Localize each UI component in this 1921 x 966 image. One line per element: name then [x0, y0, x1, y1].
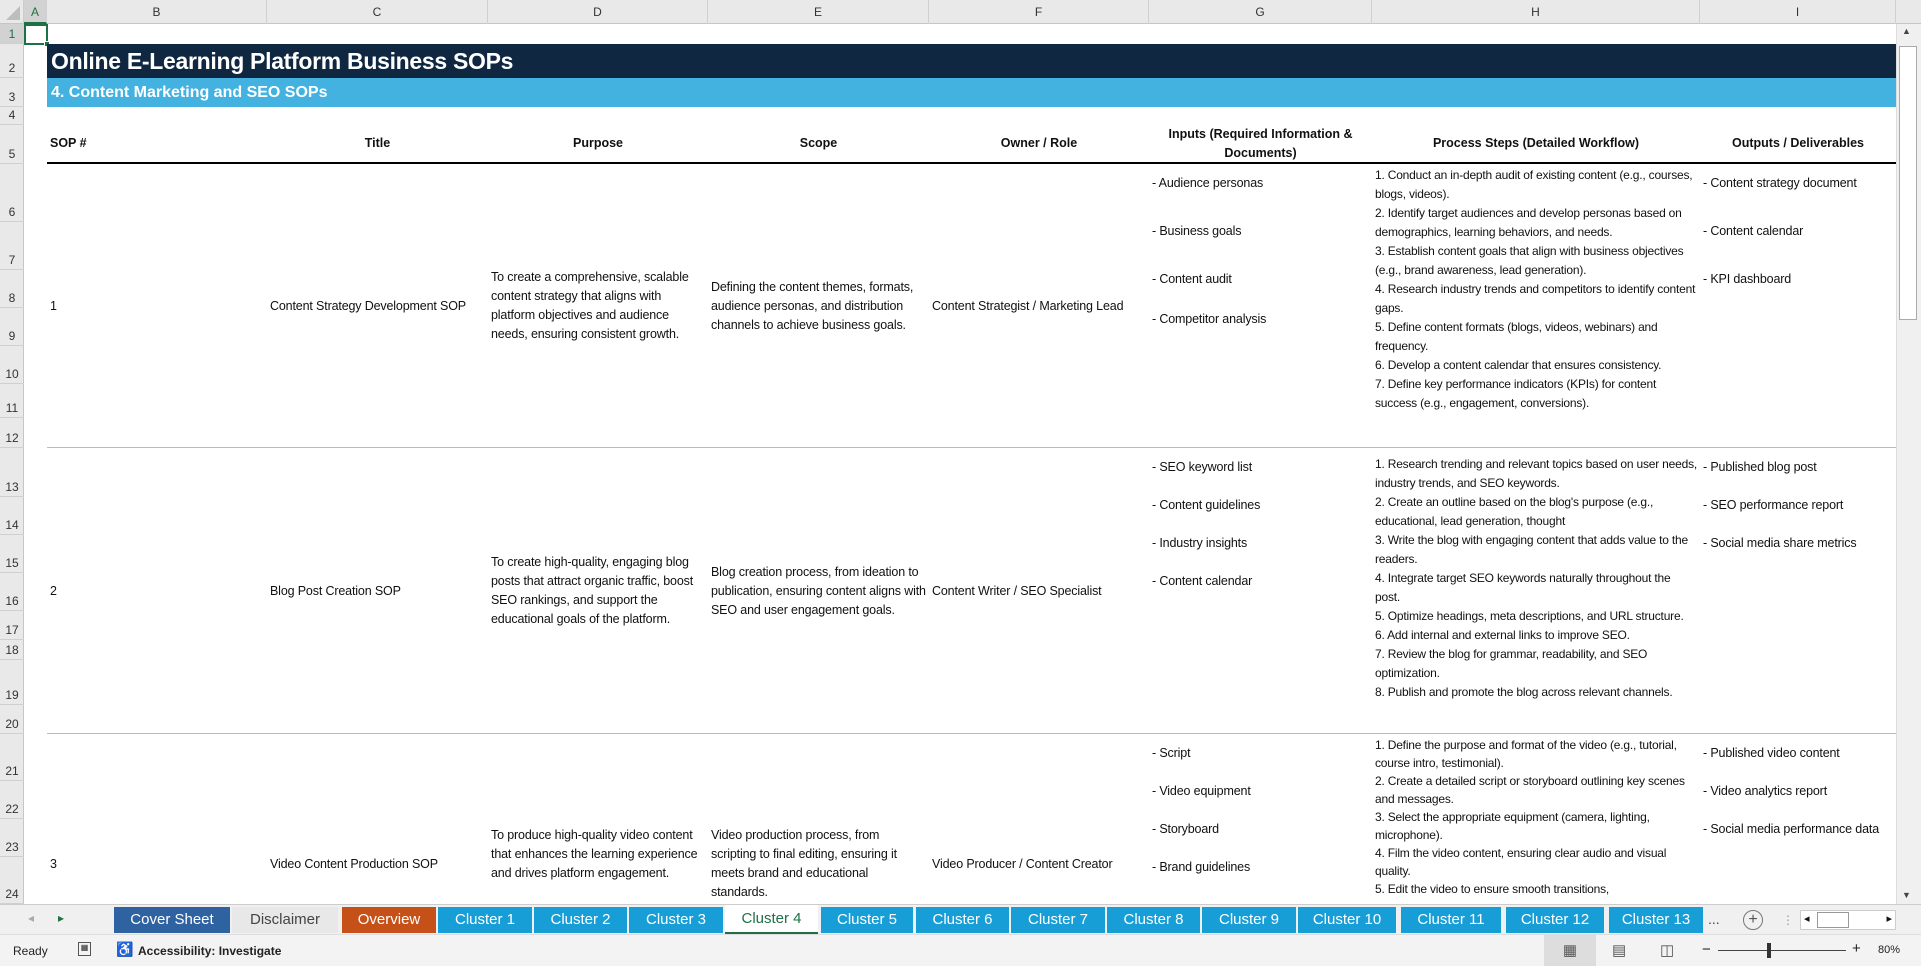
column-header-d[interactable]: D — [488, 0, 708, 24]
output-item: - Content calendar — [1703, 224, 1804, 238]
sop-scope[interactable]: Video production process, from scripting to final editing, ensuring it meets brand and educational standards. — [711, 828, 897, 899]
process-step: 3. Select the appropriate equipment (camera, lighting, microphone). — [1375, 810, 1650, 842]
sop-outputs[interactable] — [1700, 164, 1896, 448]
output-item: - KPI dashboard — [1703, 272, 1792, 286]
page-layout-view-button[interactable]: ▤ — [1612, 942, 1627, 959]
input-item: - Brand guidelines — [1152, 860, 1251, 874]
column-header-i[interactable]: I — [1700, 0, 1896, 24]
process-step: 6. Add internal and external links to improve SEO. — [1375, 628, 1630, 642]
sop-row — [47, 448, 1896, 734]
process-step: 5. Define content formats (blogs, videos, webinars) and frequency. — [1375, 320, 1658, 353]
sop-inputs[interactable] — [1149, 734, 1372, 904]
row-header-bar — [0, 24, 24, 904]
sop-purpose[interactable]: To create high-quality, engaging blog posts that attract organic traffic, boost SEO rankings, and support the educational goals of the platform. — [491, 555, 694, 626]
process-step: 1. Research trending and relevant topics based on user needs, industry trends, and SEO keywords. — [1375, 457, 1698, 490]
row-header-5[interactable]: 5 — [0, 125, 24, 164]
column-header-c[interactable]: C — [267, 0, 488, 24]
output-item: - SEO performance report — [1703, 498, 1844, 512]
tab-scroll-right-icon[interactable]: ▸ — [58, 911, 65, 925]
column-header-h[interactable]: H — [1372, 0, 1700, 24]
input-item: - Video equipment — [1152, 784, 1251, 798]
tab-scroll-left-icon[interactable]: ◂ — [28, 911, 35, 925]
row-header-20[interactable]: 20 — [0, 705, 24, 734]
row-header-8[interactable]: 8 — [0, 270, 24, 308]
input-item: - Business goals — [1152, 224, 1242, 238]
input-item: - SEO keyword list — [1152, 460, 1253, 474]
sheet-tab-cover-sheet[interactable]: Cover Sheet — [114, 907, 230, 933]
row-header-24[interactable]: 24 — [0, 857, 24, 904]
column-header-a[interactable]: A — [24, 0, 47, 24]
header-cell: Owner / Role — [1000, 136, 1078, 150]
column-header-g[interactable]: G — [1149, 0, 1372, 24]
row-header-2[interactable]: 2 — [0, 44, 24, 78]
sheet-title: Online E-Learning Platform Business SOPs — [47, 44, 1896, 78]
input-item: - Content audit — [1152, 272, 1232, 286]
sheet-tab-cluster-1[interactable]: Cluster 1 — [438, 907, 532, 933]
sop-number[interactable]: 2 — [50, 583, 57, 598]
output-item: - Content strategy document — [1703, 176, 1857, 190]
sheet-tab-cluster-8[interactable]: Cluster 8 — [1107, 907, 1200, 933]
output-item: - Published blog post — [1703, 460, 1817, 474]
add-sheet-icon[interactable]: + — [1743, 910, 1763, 930]
sop-row — [47, 164, 1896, 448]
column-header-f[interactable]: F — [929, 0, 1149, 24]
process-step: 5. Edit the video to ensure smooth transitions, — [1375, 882, 1610, 896]
sop-owner[interactable]: Content Strategist / Marketing Lead — [932, 298, 1124, 313]
row-header-11[interactable]: 11 — [0, 384, 24, 418]
process-step: 7. Review the blog for grammar, readability, and SEO optimization. — [1375, 647, 1648, 680]
normal-view-button[interactable]: ▦ — [1544, 935, 1596, 966]
tab-splitter-handle[interactable]: ⋮ — [1782, 913, 1794, 927]
input-item: - Script — [1152, 746, 1191, 760]
zoom-level[interactable]: 80% — [1878, 944, 1901, 956]
sheet-tab-cluster-2[interactable]: Cluster 2 — [534, 907, 627, 933]
status-ready: Ready — [13, 944, 48, 958]
sop-outputs[interactable] — [1700, 448, 1896, 734]
input-item: - Competitor analysis — [1152, 312, 1267, 326]
zoom-in-button[interactable]: + — [1852, 940, 1861, 957]
row-header-12[interactable]: 12 — [0, 418, 24, 448]
header-cell: Process Steps (Detailed Workflow) — [1432, 136, 1640, 150]
output-item: - Social media share metrics — [1703, 536, 1857, 550]
sheet-tab-cluster-12[interactable]: Cluster 12 — [1506, 907, 1604, 933]
sop-title[interactable]: Content Strategy Development SOP — [270, 298, 466, 313]
process-step: 2. Create an outline based on the blog's purpose (e.g., educational, lead generation, thought — [1375, 495, 1654, 528]
sop-inputs[interactable] — [1149, 164, 1372, 448]
zoom-out-button[interactable]: − — [1702, 941, 1711, 958]
macro-recorder-icon[interactable]: ▦ — [78, 942, 91, 956]
table-header-row — [47, 125, 1896, 164]
header-cell: Inputs (Required Information & Documents) — [1168, 126, 1353, 160]
header-cell: Purpose — [572, 136, 623, 150]
selected-cell-a1[interactable] — [24, 24, 48, 45]
vertical-scroll-thumb[interactable] — [1899, 46, 1917, 320]
status-bar — [0, 934, 1921, 966]
sheet-tab-cluster-11[interactable]: Cluster 11 — [1401, 907, 1501, 933]
sheet-tab-cluster-3[interactable]: Cluster 3 — [629, 907, 723, 933]
process-step: 2. Create a detailed script or storyboard outlining key scenes and messages. — [1375, 774, 1685, 806]
process-step: 3. Establish content goals that align with business objectives (e.g., brand awareness, lead generation). — [1375, 244, 1684, 277]
accessibility-status[interactable]: Accessibility: Investigate — [138, 944, 282, 958]
process-step: 8. Publish and promote the blog across relevant channels. — [1375, 685, 1673, 699]
scroll-down-arrow-icon[interactable]: ▼ — [1902, 890, 1911, 900]
hscroll-left-icon[interactable]: ◂ — [1804, 913, 1810, 925]
hscroll-thumb[interactable] — [1817, 912, 1849, 928]
horizontal-scrollbar[interactable] — [1800, 910, 1896, 930]
row-header-16[interactable]: 16 — [0, 573, 24, 611]
sheet-subtitle: 4. Content Marketing and SEO SOPs — [47, 78, 1896, 107]
output-item: - Video analytics report — [1703, 784, 1828, 798]
process-step: 3. Write the blog with engaging content that adds value to the readers. — [1375, 533, 1688, 566]
sheet-tab-cluster-6[interactable]: Cluster 6 — [916, 907, 1009, 933]
column-header-bar — [0, 0, 1921, 24]
sop-outputs[interactable] — [1700, 734, 1896, 904]
header-cell: Scope — [799, 136, 838, 150]
row-header-17[interactable]: 17 — [0, 611, 24, 640]
row-header-14[interactable]: 14 — [0, 497, 24, 535]
sop-process-steps[interactable] — [1372, 736, 1700, 898]
process-step: 4. Film the video content, ensuring clear audio and visual quality. — [1375, 846, 1667, 878]
process-step: 6. Develop a content calendar that ensures consistency. — [1375, 358, 1662, 372]
process-step: 4. Integrate target SEO keywords naturally throughout the post. — [1375, 571, 1671, 604]
output-item: - Social media performance data — [1703, 822, 1879, 836]
row-header-18[interactable]: 18 — [0, 640, 24, 660]
row-header-21[interactable]: 21 — [0, 734, 24, 781]
sop-number[interactable]: 3 — [50, 857, 57, 871]
sheet-tab-cluster-13[interactable]: Cluster 13 — [1609, 907, 1703, 933]
sop-inputs[interactable] — [1149, 448, 1372, 734]
sop-purpose[interactable]: To create a comprehensive, scalable content strategy that aligns with platform objectives and audience needs, ensuring consistent growth. — [491, 270, 689, 341]
row-header-23[interactable]: 23 — [0, 819, 24, 857]
sop-title[interactable]: Blog Post Creation SOP — [270, 583, 401, 598]
sop-process-steps[interactable] — [1372, 166, 1700, 413]
sheet-tab-cluster-9[interactable]: Cluster 9 — [1202, 907, 1296, 933]
process-step: 1. Conduct an in-depth audit of existing content (e.g., courses, blogs, videos). — [1375, 168, 1693, 201]
sop-owner[interactable]: Content Writer / SEO Specialist — [932, 583, 1102, 598]
row-header-6[interactable]: 6 — [0, 164, 24, 222]
row-header-13[interactable]: 13 — [0, 448, 24, 497]
sop-number[interactable]: 1 — [50, 298, 57, 313]
sop-owner[interactable]: Video Producer / Content Creator — [932, 857, 1113, 871]
sheet-tab-cluster-10[interactable]: Cluster 10 — [1298, 907, 1396, 933]
zoom-slider-thumb[interactable] — [1767, 943, 1771, 958]
row-header-4[interactable]: 4 — [0, 107, 24, 125]
accessibility-icon[interactable]: ♿ — [116, 941, 134, 957]
sheet-tab-cluster-4[interactable]: Cluster 4 — [725, 905, 818, 935]
column-header-b[interactable]: B — [47, 0, 267, 24]
header-cell: Title — [364, 136, 391, 150]
sheet-tab-bar — [0, 904, 1921, 934]
sop-scope[interactable]: Defining the content themes, formats, audience personas, and distribution channels to achieve business goals. — [711, 279, 914, 332]
row-header-7[interactable]: 7 — [0, 222, 24, 270]
sop-row — [47, 734, 1896, 904]
process-step: 2. Identify target audiences and develop personas based on demographics, learning behaviors, and needs. — [1375, 206, 1682, 239]
sop-purpose[interactable]: To produce high-quality video content that enhances the learning experience and drives platform engagement. — [491, 828, 698, 880]
process-step: 1. Define the purpose and format of the video (e.g., tutorial, course intro, testimonial). — [1375, 738, 1677, 770]
more-tabs-button[interactable]: ... — [1708, 911, 1720, 927]
row-header-19[interactable]: 19 — [0, 660, 24, 705]
output-item: - Published video content — [1703, 746, 1840, 760]
row-header-22[interactable]: 22 — [0, 781, 24, 819]
input-item: - Storyboard — [1152, 822, 1219, 836]
sheet-tab-cluster-5[interactable]: Cluster 5 — [821, 907, 913, 933]
header-cell: SOP # — [50, 136, 87, 150]
sop-title[interactable]: Video Content Production SOP — [270, 857, 438, 871]
sop-scope[interactable]: Blog creation process, from ideation to publication, ensuring content aligns with SEO and user engagement goals. — [711, 564, 926, 617]
select-all-button[interactable] — [0, 0, 24, 24]
column-header-e[interactable]: E — [708, 0, 929, 24]
hscroll-right-icon[interactable]: ▸ — [1886, 913, 1892, 925]
zoom-slider[interactable] — [1718, 950, 1846, 951]
page-break-view-button[interactable]: ◫ — [1660, 942, 1675, 959]
input-item: - Content guidelines — [1152, 498, 1261, 512]
process-step: 7. Define key performance indicators (KPIs) for content success (e.g., engagement, conversions). — [1375, 377, 1657, 410]
row-header-10[interactable]: 10 — [0, 346, 24, 384]
process-step: 4. Research industry trends and competitors to identify content gaps. — [1375, 282, 1696, 315]
header-cell: Outputs / Deliverables — [1732, 136, 1864, 150]
sheet-tab-disclaimer[interactable]: Disclaimer — [232, 907, 338, 933]
row-header-3[interactable]: 3 — [0, 78, 24, 107]
row-header-15[interactable]: 15 — [0, 535, 24, 573]
row-header-9[interactable]: 9 — [0, 308, 24, 346]
sop-process-steps[interactable] — [1372, 455, 1700, 702]
input-item: - Audience personas — [1152, 176, 1264, 190]
scroll-up-arrow-icon[interactable]: ▲ — [1902, 26, 1911, 36]
input-item: - Industry insights — [1152, 536, 1248, 550]
process-step: 5. Optimize headings, meta descriptions, and URL structure. — [1375, 609, 1684, 623]
input-item: - Content calendar — [1152, 574, 1253, 588]
sheet-tab-overview[interactable]: Overview — [342, 907, 436, 933]
sheet-tab-cluster-7[interactable]: Cluster 7 — [1011, 907, 1105, 933]
row-header-1[interactable]: 1 — [0, 24, 24, 44]
